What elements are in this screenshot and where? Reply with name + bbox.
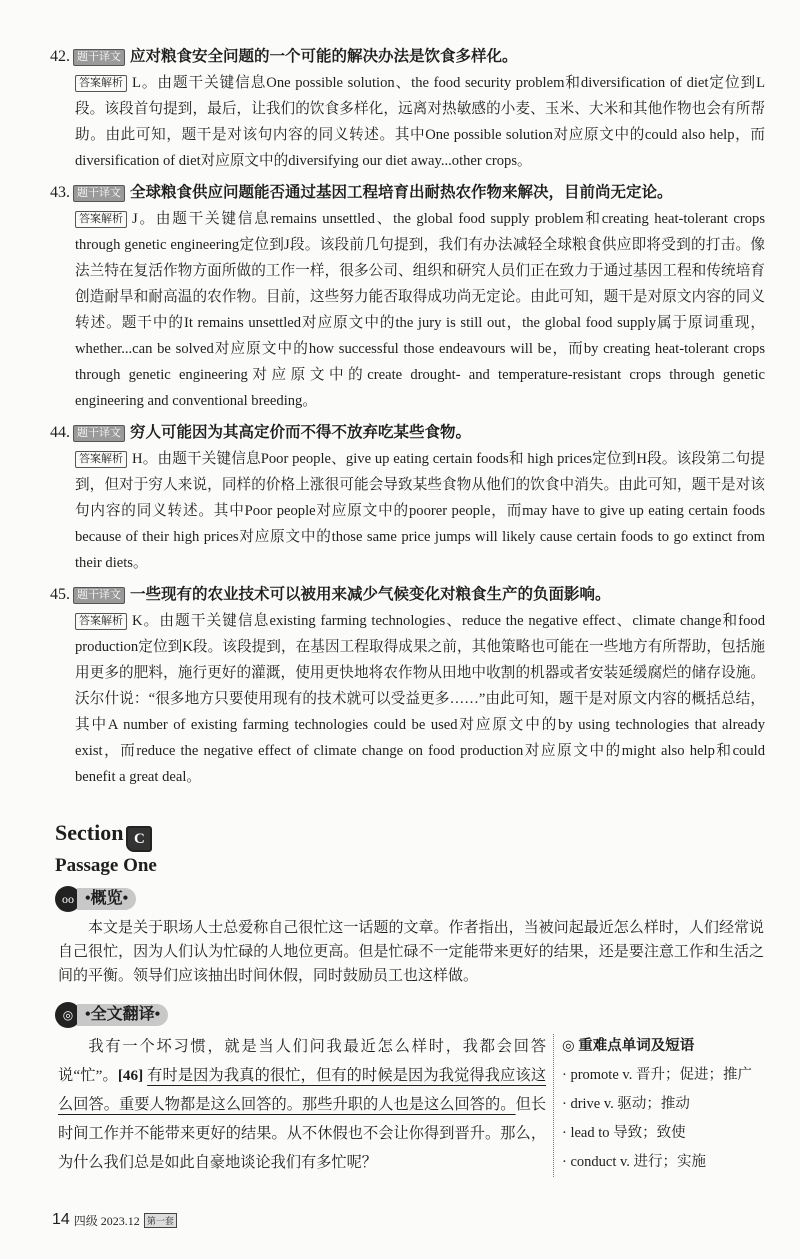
page-footer bbox=[52, 1211, 765, 1229]
stem-tag: 题干译文 bbox=[73, 425, 125, 442]
question-stem: 全球粮食供应问题能否通过基因工程培育出耐热农作物来解决，目前尚无定论。 bbox=[130, 184, 673, 201]
section-title bbox=[55, 818, 765, 852]
analysis-tag: 答案解析 bbox=[75, 75, 127, 92]
question-42 bbox=[50, 44, 765, 174]
translation-row bbox=[58, 1032, 768, 1177]
overview-label: •概览• bbox=[77, 888, 136, 910]
translation-label: •全文翻译• bbox=[77, 1004, 168, 1026]
vocab-item: · drive v. 驱动；推动 bbox=[562, 1096, 690, 1112]
translation-part: 我有一个坏习惯，就是当人们问我最近怎么样时，我都会回答说“忙”。 bbox=[58, 1038, 546, 1084]
analysis-tag: 答案解析 bbox=[75, 613, 127, 630]
analysis-tag: 答案解析 bbox=[75, 211, 127, 228]
question-analysis: H。由题干关键信息Poor people、give up eating certain foods和 high prices定位到H段。该段第二句提到，但对于穷人来说，同样的价格上涨很可能会导致某些食物从他们的饮食中消失。由此可知，题干是对该句内容的同义转述。其中Poor people对应原文中的poorer people，而may have to give up eating certain foods because of their high prices对应原文中的those same price jumps will likely cause certain foods to go extinct from their diets。 bbox=[75, 451, 765, 571]
vocab-item: · conduct v. 进行；实施 bbox=[562, 1154, 707, 1170]
vocab-item: · lead to 导致；致使 bbox=[562, 1125, 686, 1141]
stem-tag: 题干译文 bbox=[73, 49, 125, 66]
set-badge: 第一套 bbox=[144, 1213, 177, 1228]
question-44 bbox=[50, 420, 765, 576]
question-45 bbox=[50, 582, 765, 790]
question-stem: 穷人可能因为其高定价而不得不放弃吃某些食物。 bbox=[130, 424, 472, 441]
question-43 bbox=[50, 180, 765, 414]
footer-text: 四级 2023.12 bbox=[73, 1213, 140, 1228]
section-label: Section bbox=[55, 820, 124, 845]
column-divider bbox=[553, 1034, 554, 1177]
overview-text: 本文是关于职场人士总爱称自己很忙这一话题的文章。作者指出，当被问起最近怎么样时，人们经常说自己很忙，因为人们认为忙碌的人地位更高。但是忙碌不一定能带来更好的结果，还是要注意工作和生活之间的平衡。领导们应该抽出时间休假，同时鼓励员工也这样做。 bbox=[58, 920, 764, 984]
question-marker: [46] bbox=[117, 1067, 144, 1084]
question-number: 42. bbox=[50, 48, 70, 65]
question-stem: 应对粮食安全问题的一个可能的解决办法是饮食多样化。 bbox=[130, 48, 518, 65]
chat-icon: ◎ bbox=[55, 1002, 81, 1028]
page-number: 14 bbox=[52, 1211, 70, 1228]
translation-heading bbox=[55, 1002, 765, 1028]
glasses-icon: oo bbox=[55, 886, 81, 912]
question-number: 44. bbox=[50, 424, 70, 441]
vocab-item: · promote v. 晋升；促进；推广 bbox=[562, 1067, 752, 1083]
question-analysis: K。由题干关键信息existing farming technologies、reduce the negative effect、climate change和food production定位到K段。该段提到，在基因工程取得成果之前，其他策略也可能在一些地方有所帮助，包括施用更多的肥料，施行更好的灌溉，使用更快地将农作物从田地中收割的机器或者安装延缓腐烂的储存设施。沃尔什说：“很多地方只要使用现有的技术就可以受益更多……”由此可知，题干是对原文内容的概括总结，其中A number of existing farming technologies could be used对应原文中的by using technologies that already exist，而reduce the negative effect of climate change on food production对应原文中的might also help和could benefit a great deal。 bbox=[75, 613, 765, 785]
question-number: 45. bbox=[50, 586, 70, 603]
question-stem: 一些现有的农业技术可以被用来减少气候变化对粮食生产的负面影响。 bbox=[130, 586, 611, 603]
stem-tag: 题干译文 bbox=[73, 185, 125, 202]
overview-heading bbox=[55, 886, 765, 912]
underlined-answer: 有时是因为我真的很忙，但有的时候是因为我觉得我应该这么回答。重要人物都是这么回答的。那些升职的人也是这么回答的。 bbox=[58, 1067, 547, 1113]
passage-title: Passage One bbox=[55, 855, 157, 876]
translation-part: 但长时间工作并不能带来更好的结果。从不休假也不会让你得到晋升。那么，为什么我们总是如此自豪地谈论我们有多忙呢？ bbox=[58, 1096, 547, 1171]
question-number: 43. bbox=[50, 184, 70, 201]
section-badge: C bbox=[126, 826, 152, 852]
translation-text bbox=[58, 1032, 546, 1177]
stem-tag: 题干译文 bbox=[73, 587, 125, 604]
question-analysis: J。由题干关键信息remains unsettled、the global food supply problem和creating heat-tolerant crops through genetic engineering定位到J段。该段前几句提到，我们有办法减轻全球粮食供应即将受到的打击。像法兰特在复活作物方面所做的工作一样，很多公司、组织和研究人员们正在致力于通过基因工程和传统培育创造耐旱和耐高温的农作物。目前，这些努力能否取得成功尚无定论。由此可知，题干是对原文内容的同义转述。题干中的It remains unsettled对应原文中的the jury is still out，the global food supply属于原词重现，whether...can be solved对应原文中的how successful those endeavours will be，而by creating heat-tolerant crops through genetic engineering对应原文中的create drought- and temperature-resistant crops through genetic engineering and conventional breeding。 bbox=[75, 211, 765, 409]
question-analysis: L。由题干关键信息One possible solution、the food security problem和diversification of diet定位到L段。该段首句提到，最后，让我们的饮食多样化，远离对热敏感的小麦、玉米、大米和其他作物也会有所帮助。由此可知，题干是对该句内容的同义转述。其中One possible solution对应原文中的could also help，而diversification of diet对应原文中的diversifying our diet away...other crops。 bbox=[75, 75, 765, 169]
target-icon: ◎ bbox=[562, 1038, 575, 1054]
vocab-box bbox=[562, 1032, 768, 1177]
vocab-title: 重难点单词及短语 bbox=[578, 1038, 695, 1054]
analysis-tag: 答案解析 bbox=[75, 451, 127, 468]
